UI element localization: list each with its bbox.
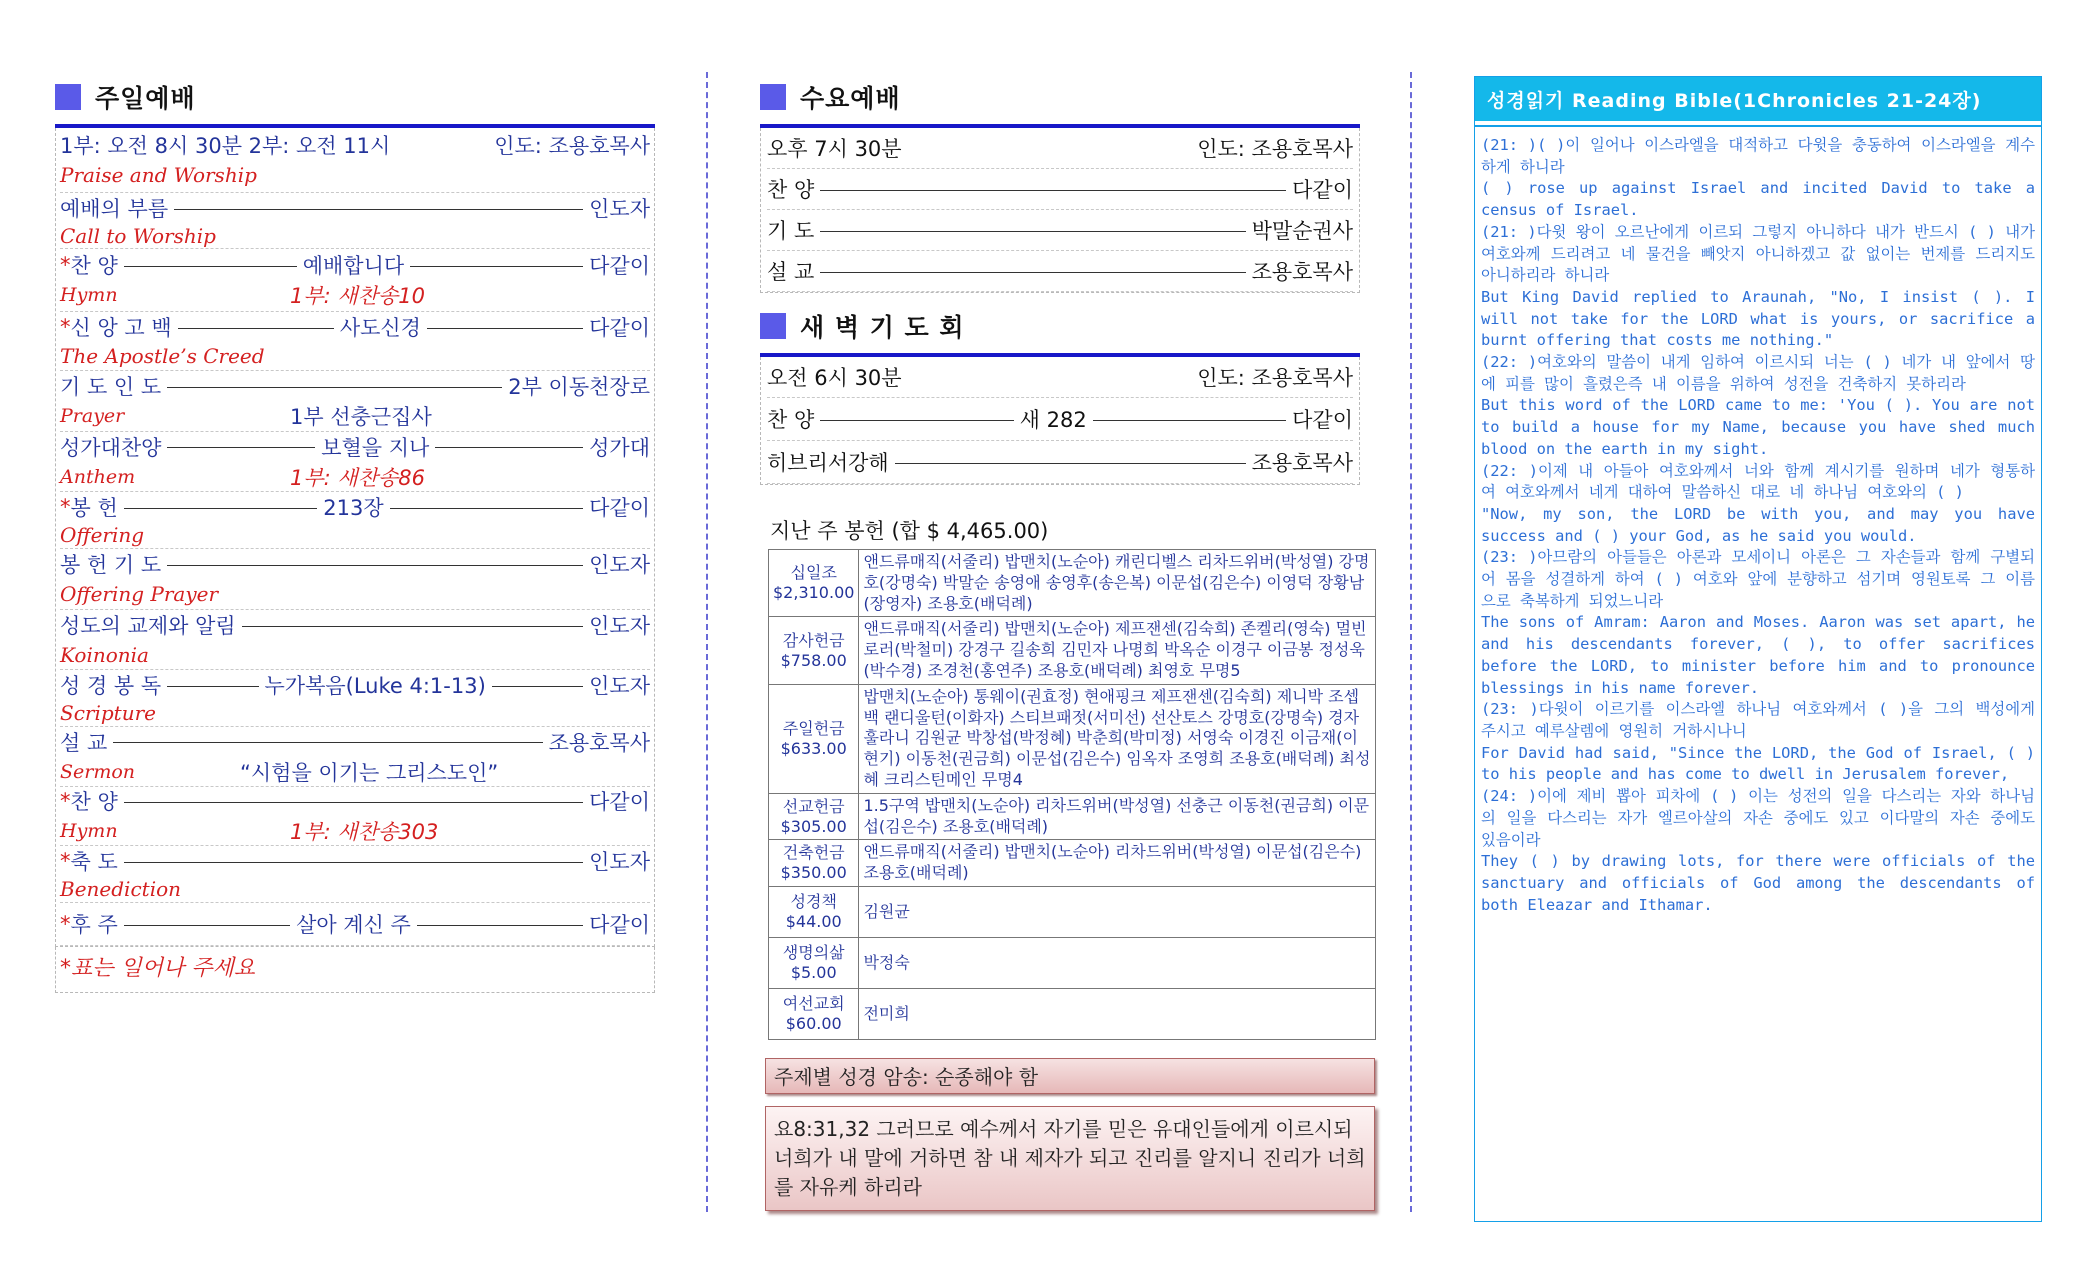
offering-category-name: 주일헌금 xyxy=(782,718,845,738)
offering-names: 앤드류매직(서줄리) 밥맨치(노순아) 리차드위버(박성열) 이문섭(김은수) 조용호(배덕례) xyxy=(859,840,1376,887)
offering-category-name: 십일조 xyxy=(790,563,837,583)
footnote: *표는 일어나 주세요 xyxy=(55,947,655,993)
english-label: Scripture xyxy=(60,701,156,725)
sunday-item xyxy=(60,371,650,432)
offering-category-name: 여선교회 xyxy=(782,993,845,1013)
sunday-item-line xyxy=(60,130,650,160)
leader-line xyxy=(167,565,583,566)
sunday-item-detail: 보혈을 지나 xyxy=(321,435,430,460)
sunday-item-english xyxy=(60,342,650,370)
square-bullet-icon xyxy=(760,84,786,110)
sunday-item-person: 2부 이동천장로 xyxy=(508,375,650,399)
verse-paragraph: (23: )다윗이 이르기를 이스라엘 하나님 여호와께서 ( )을 그의 백성에게 주시고 예루살렘에 영원히 거하시나니 xyxy=(1481,700,2035,740)
dawn-item-label: 찬 양 xyxy=(767,408,815,432)
sunday-item-line xyxy=(60,250,650,280)
verse-paragraph: But this word of the LORD came to me: 'You ( ). You are not to build a house for my Name, because you have shed much blood on the earth in my sight. xyxy=(1481,396,2035,458)
wednesday-item-person: 박말순권사 xyxy=(1251,219,1353,243)
english-label: Call to Worship xyxy=(60,223,216,248)
sunday-item-detail: 사도신경 xyxy=(339,316,421,340)
sunday-item xyxy=(60,727,650,787)
dawn-item-person: 다같이 xyxy=(1292,408,1353,432)
offering-amount: $758.00 xyxy=(780,650,847,670)
required-standing-mark: * xyxy=(60,315,71,339)
leader-line xyxy=(124,802,583,803)
sunday-item xyxy=(60,549,650,610)
sunday-item-english xyxy=(60,640,650,669)
required-standing-mark: * xyxy=(60,789,71,813)
sunday-item-line xyxy=(60,432,650,462)
sunday-item-english xyxy=(60,522,650,548)
offering-names: 밥맨치(노순아) 통웨이(권효정) 현애핑크 제프잰센(김숙희) 제니박 조셉백 랜디울턴(이화자) 스티브패젓(서미선) 선산토스 강명호(강명숙) 경자훌라니 김원균 박창섭(박정혜) 박춘희(박미정) 서영숙 이경진 이금재(이현기) 이동천(권금희) 이문섭(김은수) 임옥자 조영희 조용호(배덕례) 최성혜 크리스틴메인 무명4 xyxy=(859,684,1376,793)
hymn-note: 1부: 새찬송303 xyxy=(290,820,439,844)
sunday-item-person: 인도자 xyxy=(589,674,650,698)
sunday-header xyxy=(55,70,655,124)
wednesday-title: 수요예배 xyxy=(800,84,901,113)
required-standing-mark: * xyxy=(60,253,71,277)
wednesday-item-label: 설 교 xyxy=(767,260,815,284)
column-separator-right xyxy=(1410,72,1412,1212)
english-label: The Apostle’s Creed xyxy=(60,344,265,368)
sunday-item-label: 축 도 xyxy=(70,850,118,874)
sunday-item-label: 1부: 오전 8시 30분 2부: 오전 11시 xyxy=(60,134,391,158)
dawn-item-detail: 새 282 xyxy=(1019,408,1087,432)
offering-amount: $633.00 xyxy=(780,738,847,758)
leader-line xyxy=(113,742,542,743)
sunday-item-label: 기 도 인 도 xyxy=(60,375,162,399)
offering-category xyxy=(769,937,859,988)
square-bullet-icon xyxy=(55,84,81,110)
sunday-item-english xyxy=(60,579,650,609)
sunday-item-label: 봉 헌 기 도 xyxy=(60,553,162,577)
offering-category xyxy=(769,793,859,840)
english-label: Koinonia xyxy=(60,642,149,667)
offering-category-name: 선교헌금 xyxy=(782,796,845,816)
leader-line xyxy=(820,420,1013,421)
sunday-item-person: 인도자 xyxy=(589,197,650,221)
leader-line xyxy=(124,925,290,926)
offering-row xyxy=(769,550,1376,617)
wednesday-order xyxy=(760,128,1360,293)
memory-verse-text: 요8:31,32 그러므로 예수께서 자기를 믿은 유대인들에게 이르시되 너희가 내 말에 거하면 참 내 제자가 되고 진리를 알지니 진리가 너희를 자유케 하리라 xyxy=(765,1106,1375,1211)
sunday-item xyxy=(60,312,650,371)
offering-names: 전미희 xyxy=(859,988,1376,1039)
sunday-item xyxy=(60,193,650,249)
dawn-time-row xyxy=(767,357,1353,398)
wednesday-time: 오후 7시 30분 xyxy=(767,137,902,161)
sunday-item-person: 인도자 xyxy=(589,553,650,577)
leader-line xyxy=(178,328,334,329)
offering-category xyxy=(769,550,859,617)
sunday-item-line xyxy=(60,492,650,522)
offering-amount: $44.00 xyxy=(785,911,842,931)
memory-verse-title: 주제별 성경 암송: 순종해야 함 xyxy=(765,1058,1375,1094)
offering-amount: $350.00 xyxy=(780,863,847,883)
offering-row xyxy=(769,886,1376,937)
sunday-item xyxy=(60,492,650,549)
verse-paragraph: (21: )다윗 왕이 오르난에게 이르되 그렇지 아니하다 내가 반드시 ( ) 내가 여호와께 드리려고 네 물건을 빼앗지 아니하겠고 값 없이는 번제를 드리지도 아니하리라 하니라 xyxy=(1481,222,2035,285)
leader-line xyxy=(417,925,583,926)
sunday-item-person: 성가대 xyxy=(589,435,650,460)
english-label: Offering xyxy=(60,523,145,547)
sunday-item-label: 후 주 xyxy=(70,913,118,937)
sunday-item-person-alt: 1부 선충근집사 xyxy=(290,405,432,429)
sunday-item-person: 인도자 xyxy=(589,850,650,874)
offering-category-name: 감사헌금 xyxy=(782,630,845,650)
dawn-item-person: 조용호목사 xyxy=(1251,451,1353,475)
leader-line xyxy=(167,447,315,448)
sunday-item-line xyxy=(60,670,650,700)
offering-table xyxy=(768,549,1376,1040)
dawn-time: 오전 6시 30분 xyxy=(767,366,902,390)
sunday-order-list xyxy=(55,128,655,947)
verse-paragraph: For David had said, "Since the LORD, the God of Israel, ( ) to his people and has come to dwell in Jerusalem forever, xyxy=(1481,743,2035,784)
leader-line xyxy=(174,209,583,210)
offering-names: 앤드류매직(서줄리) 밥맨치(노순아) 제프잰센(김숙희) 존켈리(영숙) 멀빈로러(박철미) 강경구 길송희 김민자 나명희 박옥순 이경구 이금봉 정성욱(박수경) 조경천(홍연주) 조용호(배덕례) 최영호 무명5 xyxy=(859,617,1376,684)
leader-line xyxy=(820,231,1245,232)
leader-line xyxy=(435,447,583,448)
sunday-item-person: 조용호목사 xyxy=(548,730,650,755)
verse-paragraph: They ( ) by drawing lots, for there were officials of the sanctuary and officials of God among the descendants of both Eleazar and Ithamar. xyxy=(1481,852,2035,914)
leader-line xyxy=(242,626,584,627)
english-label: Sermon xyxy=(60,760,136,783)
offering-row xyxy=(769,988,1376,1039)
sunday-item-line xyxy=(60,312,650,342)
english-label: Hymn xyxy=(60,284,118,306)
verse-paragraph: "Now, my son, the LORD be with you, and may you have success and ( ) your God, as he said you would. xyxy=(1481,504,2035,545)
bible-reading-text xyxy=(1475,127,2041,916)
sunday-item xyxy=(60,903,650,946)
sunday-item-label: 설 교 xyxy=(60,730,108,755)
sunday-item-line xyxy=(60,786,650,816)
dawn-order xyxy=(760,357,1360,485)
sunday-item-label: 성 경 봉 독 xyxy=(60,674,162,698)
wednesday-item-person: 다같이 xyxy=(1292,178,1353,202)
offering-names: 앤드류매직(서줄리) 밥맨치(노순아) 캐린디벨스 리차드위버(박성열) 강명호(강명숙) 박말순 송영애 송영후(송은복) 이문섭(김은수) 이영덕 장황남(장영자) 조용호(배덕례) xyxy=(859,550,1376,617)
offering-category-name: 성경책 xyxy=(790,891,837,911)
sunday-item-english xyxy=(60,700,650,726)
offering-row xyxy=(769,793,1376,840)
hymn-note: 1부: 새찬송10 xyxy=(290,284,425,308)
sunday-item xyxy=(60,846,650,903)
sunday-item-english xyxy=(60,876,650,902)
dawn-header xyxy=(760,299,1360,353)
sunday-item-person: 다같이 xyxy=(589,496,651,520)
sunday-item-label: 성가대찬양 xyxy=(60,435,162,460)
offering-amount: $60.00 xyxy=(785,1013,842,1033)
sunday-item-person: 인도자 xyxy=(589,614,650,638)
english-label: Prayer xyxy=(60,405,125,427)
sunday-service-section xyxy=(55,70,655,993)
verse-paragraph: (21: )( )이 일어나 이스라엘을 대적하고 다윗을 충동하여 이스라엘을 계수하게 하니라 xyxy=(1481,136,2035,176)
offering-row xyxy=(769,840,1376,887)
sunday-item-english xyxy=(60,757,650,787)
sunday-item-label: 예배의 부름 xyxy=(60,197,169,221)
sunday-item-label: 찬 양 xyxy=(70,254,118,278)
column-separator-left xyxy=(706,72,708,1212)
sunday-item-line xyxy=(60,549,650,579)
offering-category xyxy=(769,617,859,684)
offering-category xyxy=(769,886,859,937)
leader-line xyxy=(124,508,318,509)
leader-line xyxy=(390,508,584,509)
sunday-item xyxy=(60,787,650,846)
required-standing-mark: * xyxy=(60,912,71,936)
english-label: Praise and Worship xyxy=(60,163,257,187)
dawn-item xyxy=(767,398,1353,441)
sunday-item xyxy=(60,128,650,193)
leader-line xyxy=(124,862,583,863)
sunday-item-english xyxy=(60,160,650,190)
sunday-item-person: 다같이 xyxy=(589,254,651,278)
required-standing-mark: * xyxy=(60,849,71,873)
wednesday-item-label: 기 도 xyxy=(767,219,815,243)
sunday-item-label: 신 앙 고 백 xyxy=(70,316,172,340)
leader-line xyxy=(492,686,583,687)
hymn-note: 1부: 새찬송86 xyxy=(290,465,425,490)
verse-paragraph: But King David replied to Araunah, "No, I insist ( ). I will not take for the LORD what is yours, or sacrifice a burnt offering that costs me nothing." xyxy=(1481,287,2035,350)
required-standing-mark: * xyxy=(60,495,71,519)
leader-line xyxy=(410,266,583,267)
offering-category-name: 생명의삶 xyxy=(782,942,845,962)
offering-category xyxy=(769,988,859,1039)
wednesday-item xyxy=(767,251,1353,292)
leader-line xyxy=(820,272,1245,273)
square-bullet-icon xyxy=(760,313,786,339)
wednesday-item-label: 찬 양 xyxy=(767,178,815,202)
sunday-item-english xyxy=(60,816,650,846)
wednesday-item-person: 조용호목사 xyxy=(1251,260,1353,284)
sunday-item xyxy=(60,249,650,312)
sunday-item xyxy=(60,432,650,492)
offering-row xyxy=(769,684,1376,793)
sunday-item-detail: 살아 계신 주 xyxy=(296,913,411,937)
offering-category-name: 건축헌금 xyxy=(782,843,845,863)
sunday-item-line xyxy=(60,909,650,939)
offering-title: 지난 주 봉헌 (합 $ 4,465.00) xyxy=(770,519,1049,543)
sunday-item-person: 다같이 xyxy=(589,316,650,340)
leader-line xyxy=(895,463,1246,464)
sunday-item xyxy=(60,610,650,670)
wednesday-item xyxy=(767,210,1353,251)
sunday-title: 주일예배 xyxy=(95,84,196,113)
sunday-item-person: 다같이 xyxy=(589,790,650,814)
sunday-item-english xyxy=(60,223,650,248)
sunday-item xyxy=(60,670,650,727)
sunday-item-label: 찬 양 xyxy=(70,790,118,814)
sermon-title: “시험을 이기는 그리스도인” xyxy=(240,760,499,785)
offering-row xyxy=(769,617,1376,684)
sunday-item-line xyxy=(60,846,650,876)
verse-paragraph: The sons of Amram: Aaron and Moses. Aaron was set apart, he and his descendants forever, ( ), to offer sacrifices before the LORD, to minister before him and to pronounce blessings in his name forever. xyxy=(1481,613,2035,697)
english-label: Hymn xyxy=(60,820,118,842)
sunday-item-person: 다같이 xyxy=(589,913,651,937)
sunday-item-line xyxy=(60,610,650,640)
sunday-item-person: 인도: 조용호목사 xyxy=(494,134,650,158)
sunday-item-line xyxy=(60,193,650,223)
leader-line xyxy=(1093,420,1286,421)
dawn-title: 새 벽 기 도 회 xyxy=(800,313,965,342)
english-label: Offering Prayer xyxy=(60,582,219,606)
offering-category xyxy=(769,684,859,793)
leader-line xyxy=(820,190,1286,191)
dawn-item xyxy=(767,441,1353,484)
verse-paragraph: (23: )아므람의 아들들은 아론과 모세이니 아론은 그 자손들과 함께 구별되어 몸을 성결하게 하여 ( ) 여호와 앞에 분향하고 섬기며 영원토록 그 이름으로 축복하게 되었느니라 xyxy=(1481,548,2035,610)
sunday-item-line xyxy=(60,727,650,757)
english-label: Benediction xyxy=(60,877,182,901)
sunday-item-detail: 누가복음(Luke 4:1-13) xyxy=(264,674,486,698)
sunday-item-detail: 213장 xyxy=(323,496,384,520)
verse-paragraph: (24: )이에 제비 뽑아 피차에 ( ) 이는 성전의 일을 다스리는 자와 하나님의 일을 다스리는 자가 엘르아살의 자손 중에도 있고 이다말의 자손 중에도 있음이라 xyxy=(1481,787,2035,849)
verse-paragraph: (22: )이제 내 아들아 여호와께서 너와 함께 계시기를 원하며 네가 형통하여 여호와께서 네게 대하여 말씀하신 대로 네 하나님 여호와의 ( ) xyxy=(1481,461,2035,502)
bible-reading-title: 성경읽기 Reading Bible(1Chronicles 21-24장) xyxy=(1475,77,2041,121)
offering-amount: $2,310.00 xyxy=(773,583,855,603)
dawn-item-label: 히브리서강해 xyxy=(767,451,889,475)
leader-line xyxy=(124,266,297,267)
offering-amount: $305.00 xyxy=(780,816,847,836)
verse-paragraph: ( ) rose up against Israel and incited David to take a census of Israel. xyxy=(1481,179,2035,220)
offering-names: 김원균 xyxy=(859,886,1376,937)
bible-reading-panel xyxy=(1474,76,2042,1222)
offering-category xyxy=(769,840,859,887)
leader-line xyxy=(167,387,502,388)
dawn-leader: 인도: 조용호목사 xyxy=(1197,366,1353,390)
leader-line xyxy=(427,328,583,329)
sunday-item-label: 성도의 교제와 알림 xyxy=(60,614,236,638)
wednesday-leader: 인도: 조용호목사 xyxy=(1197,137,1353,161)
sunday-item-label: 봉 헌 xyxy=(70,496,118,520)
offering-names: 박정숙 xyxy=(859,937,1376,988)
sunday-item-english xyxy=(60,280,650,310)
weekday-section xyxy=(760,70,1371,1211)
verse-paragraph: (22: )여호와의 말씀이 내게 임하여 이르시되 너는 ( ) 네가 내 앞에서 땅에 피를 많이 흘렸은즉 내 이름을 위하여 성전을 건축하지 못하리라 xyxy=(1481,353,2035,393)
offering-row xyxy=(769,937,1376,988)
offering-names: 1.5구역 밥맨치(노순아) 리차드위버(박성열) 선충근 이동천(권금희) 이문섭(김은수) 조용호(배덕례) xyxy=(859,793,1376,840)
sunday-item-english xyxy=(60,462,650,492)
sunday-item-line xyxy=(60,371,650,401)
sunday-item-detail: 예배합니다 xyxy=(302,254,405,278)
english-label: Anthem xyxy=(60,465,136,488)
sunday-item-english xyxy=(60,401,650,431)
offering-amount: $5.00 xyxy=(790,962,837,982)
leader-line xyxy=(167,686,258,687)
wednesday-header xyxy=(760,70,1360,124)
wednesday-item xyxy=(767,169,1353,210)
wednesday-time-row xyxy=(767,128,1353,169)
